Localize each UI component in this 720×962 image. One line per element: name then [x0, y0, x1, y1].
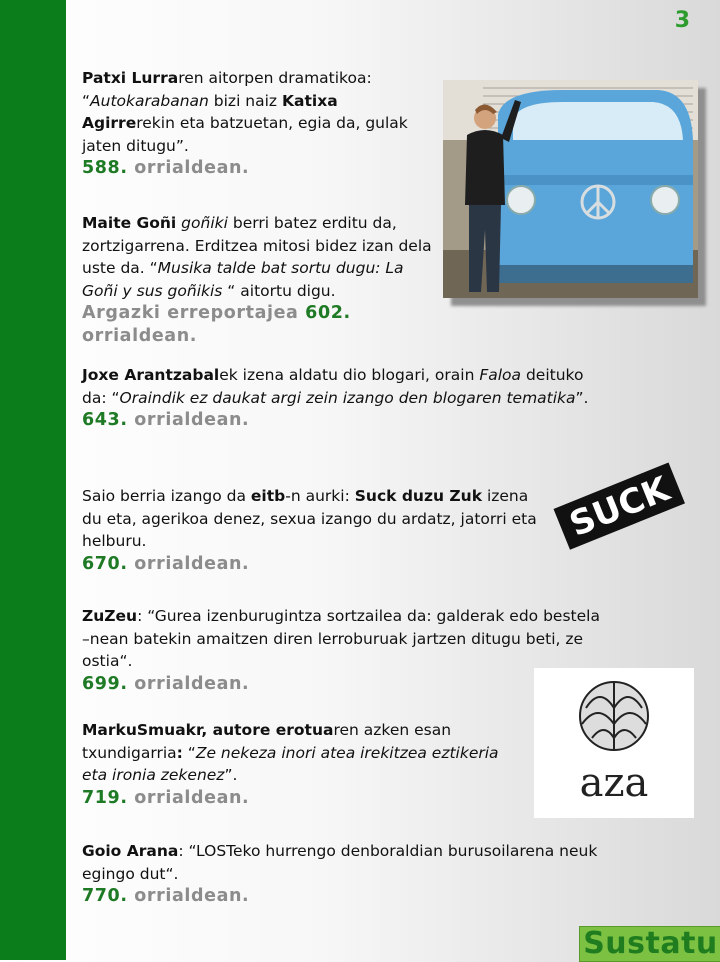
aza-logo [534, 668, 694, 818]
suck-logo-image [550, 448, 690, 566]
entry-name: Patxi Lurra [82, 69, 179, 87]
van-photo-illustration [443, 80, 698, 298]
page-reference: 588. orrialdean. [82, 158, 250, 178]
page-reference: 670. orrialdean. [82, 553, 250, 574]
suck-logo [550, 448, 690, 566]
cabbage-icon [534, 668, 694, 758]
entry-maite-goni: Maite Goñi goñiki berri batez erditu da, zortzigarrena. Erditzea mitosi bidez izan dela uste da. “Musika talde bat sortu dugu: La Goñi y sus goñikis “ aitortu digu. Argazki erreportajea 602. orrialdean. [82, 214, 432, 346]
entry-name: ZuZeu [82, 607, 138, 625]
entry-joxe-arantzabal: Joxe Arantzabalek izena aldatu dio blogari, orain Faloa deituko da: “Oraindik ez daukat argi zein izango den blogaren tematika”. 643. orrialdean. [82, 366, 589, 430]
page-reference: 719. orrialdean. [82, 787, 250, 808]
entry-name: Joxe Arantzabal [82, 366, 220, 384]
entry-name: Maite Goñi [82, 214, 177, 232]
entry-patxi-lurra: Patxi Lurraren aitorpen dramatikoa: “Autokarabanan bizi naiz Katixa Agirrerekin eta batzuetan, egia da, gulak jaten ditugu”. 588. orrialdean. [82, 69, 408, 178]
entry-goio-arana: Goio Arana: “LOSTeko hurrengo denboraldian burusoilarena neuk egingo dut“. 770. orrialdean. [82, 842, 598, 906]
page-reference: Argazki erreportajea 602. orrialdean. [82, 303, 351, 346]
entry-zuzeu: ZuZeu: “Gurea izenburugintza sortzailea da: galderak edo bestela –nean batekin amaitzen diren lerroburuak jartzen ditugu beti, ze ostia“. 699. orrialdean. [82, 607, 600, 694]
page-reference: 643. orrialdean. [82, 410, 250, 430]
entry-name: MarkuSmuakr, autore erotua [82, 721, 334, 739]
entry-name: Goio Arana [82, 842, 179, 860]
suck-logo-text: SUCK [564, 469, 676, 545]
left-green-bar [0, 0, 66, 960]
page-reference: 699. orrialdean. [82, 673, 250, 694]
page-number: 3 [674, 8, 690, 33]
page-reference: 770. orrialdean. [82, 886, 250, 906]
entry-eitb: Saio berria izango da eitb-n aurki: Suck duzu Zuk izena du eta, agerikoa denez, sexua izango du ardatz, jatorri eta helburu. 670. orrialdean. [82, 487, 537, 574]
entry-markusmuakr: MarkuSmuakr, autore erotuaren azken esan txundigarria: “Ze nekeza inori atea irekitzea eztikeria eta ironia zekenez”. 719. orrialdean. [82, 721, 499, 808]
aza-logo-text: aza [579, 760, 649, 806]
van-photo [443, 80, 698, 298]
sustatu-logo[interactable]: Sustatu [579, 926, 720, 962]
